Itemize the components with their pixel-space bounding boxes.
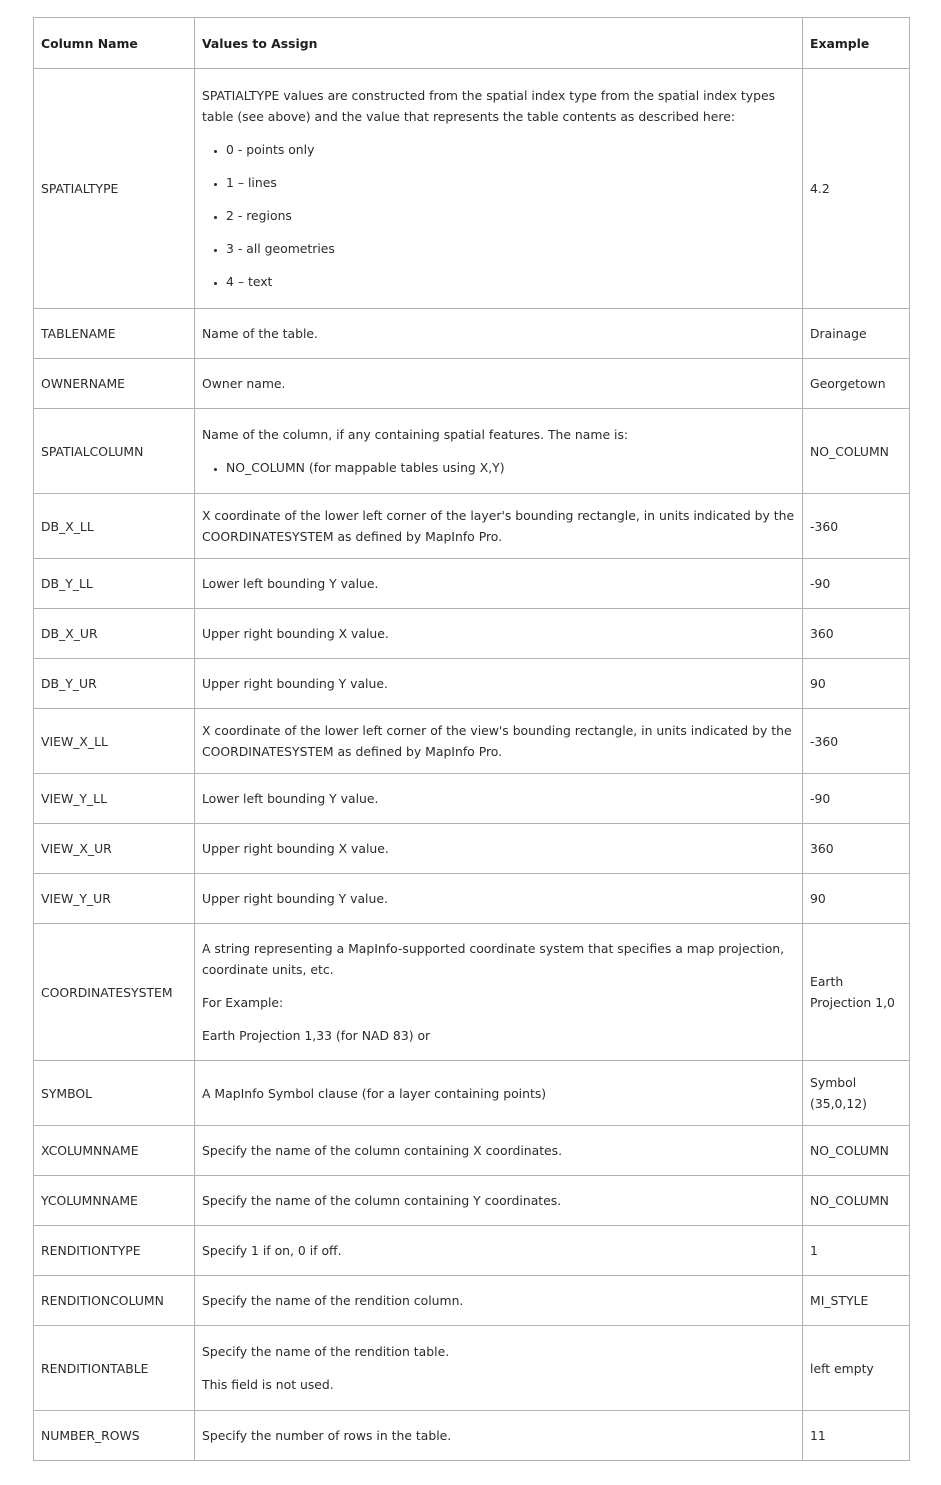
table-row [34,709,910,774]
list-item: • NO_COLUMN (for mappable tables using X,Y) [226,457,795,478]
column-name-cell: DB_Y_LL [34,559,195,609]
column-name-cell: OWNERNAME [34,359,195,409]
values-cell: Specify the name of the column containing X coordinates. [195,1126,803,1176]
table-row [34,774,910,824]
values-list [202,457,795,478]
table-row [34,359,910,409]
values-cell: Upper right bounding Y value. [195,659,803,709]
values-cell: A MapInfo Symbol clause (for a layer containing points) [195,1061,803,1126]
example-cell: NO_COLUMN [803,1176,910,1226]
table-row [34,494,910,559]
table-row [34,409,910,494]
table-row [34,824,910,874]
header-example: Example [803,18,910,69]
example-cell: -90 [803,559,910,609]
example-cell: 1 [803,1226,910,1276]
table-row [34,1126,910,1176]
values-text: Specify the name of the rendition table. [202,1344,450,1359]
column-name-cell: VIEW_X_UR [34,824,195,874]
example-cell: -360 [803,494,910,559]
table-row [34,1276,910,1326]
table-row [34,924,910,1061]
example-cell: left empty [803,1326,910,1411]
example-cell: Drainage [803,309,910,359]
column-name-cell: RENDITIONCOLUMN [34,1276,195,1326]
values-cell: Upper right bounding X value. [195,609,803,659]
header-column-name: Column Name [34,18,195,69]
values-cell: Specify the number of rows in the table. [195,1411,803,1461]
values-cell: Specify the name of the rendition column. [195,1276,803,1326]
table-row [34,309,910,359]
values-cell: X coordinate of the lower left corner of the view's bounding rectangle, in units indicated by the COORDINATESYSTEM as defined by MapInfo Pro. [195,709,803,774]
example-cell: -360 [803,709,910,774]
values-list [202,139,795,292]
table-row [34,1176,910,1226]
example-cell: -90 [803,774,910,824]
values-cell: Lower left bounding Y value. [195,559,803,609]
values-text: This field is not used. [202,1377,334,1392]
values-cell: Name of the table. [195,309,803,359]
values-cell: Upper right bounding X value. [195,824,803,874]
column-name-cell: RENDITIONTYPE [34,1226,195,1276]
values-cell: Upper right bounding Y value. [195,874,803,924]
table-row [34,1061,910,1126]
example-cell: Georgetown [803,359,910,409]
column-name-cell: DB_X_UR [34,609,195,659]
list-item: • 1 – lines [226,172,795,193]
table-row [34,659,910,709]
column-name-cell: VIEW_Y_UR [34,874,195,924]
list-item: • 0 - points only [226,139,795,160]
column-name-cell: VIEW_X_LL [34,709,195,774]
values-text: SPATIALTYPE values are constructed from the spatial index type from the spatial index types table (see above) and the value that represents the table contents as described here: [202,88,776,124]
list-item: • 2 - regions [226,205,795,226]
list-item: • 3 - all geometries [226,238,795,259]
example-cell: 4.2 [803,69,910,309]
values-text: A string representing a MapInfo-supported coordinate system that specifies a map projection, coordinate units, etc. [202,941,785,977]
example-cell: NO_COLUMN [803,409,910,494]
example-cell: 360 [803,824,910,874]
column-name-cell: XCOLUMNNAME [34,1126,195,1176]
table-header-row [34,18,910,69]
example-cell: 90 [803,659,910,709]
values-text: Name of the column, if any containing spatial features. The name is: [202,427,629,442]
column-name-cell: COORDINATESYSTEM [34,924,195,1061]
column-name-cell: VIEW_Y_LL [34,774,195,824]
example-cell: Symbol (35,0,12) [803,1061,910,1126]
column-name-cell: DB_X_LL [34,494,195,559]
column-name-cell: SPATIALTYPE [34,69,195,309]
table-row [34,874,910,924]
table-row [34,609,910,659]
column-name-cell: RENDITIONTABLE [34,1326,195,1411]
values-text: For Example: [202,995,284,1010]
column-name-cell: DB_Y_UR [34,659,195,709]
column-name-cell: YCOLUMNNAME [34,1176,195,1226]
example-cell: Earth Projection 1,0 [803,924,910,1061]
table-row [34,1326,910,1411]
example-cell: NO_COLUMN [803,1126,910,1176]
values-cell: X coordinate of the lower left corner of the layer's bounding rectangle, in units indicated by the COORDINATESYSTEM as defined by MapInfo Pro. [195,494,803,559]
values-cell [195,409,803,494]
values-text: Earth Projection 1,33 (for NAD 83) or [202,1028,431,1043]
example-cell: 11 [803,1411,910,1461]
column-name-cell: SYMBOL [34,1061,195,1126]
table-row [34,69,910,309]
example-cell: 90 [803,874,910,924]
header-values-to-assign: Values to Assign [195,18,803,69]
values-cell: Lower left bounding Y value. [195,774,803,824]
column-name-cell: TABLENAME [34,309,195,359]
values-cell [195,1326,803,1411]
column-values-table [33,17,910,1461]
values-cell [195,69,803,309]
table-row [34,559,910,609]
column-name-cell: NUMBER_ROWS [34,1411,195,1461]
list-item: • 4 – text [226,271,795,292]
example-cell: MI_STYLE [803,1276,910,1326]
values-cell: Specify 1 if on, 0 if off. [195,1226,803,1276]
values-cell: Owner name. [195,359,803,409]
example-cell: 360 [803,609,910,659]
values-cell: Specify the name of the column containing Y coordinates. [195,1176,803,1226]
column-name-cell: SPATIALCOLUMN [34,409,195,494]
table-row [34,1411,910,1461]
values-cell [195,924,803,1061]
table-row [34,1226,910,1276]
